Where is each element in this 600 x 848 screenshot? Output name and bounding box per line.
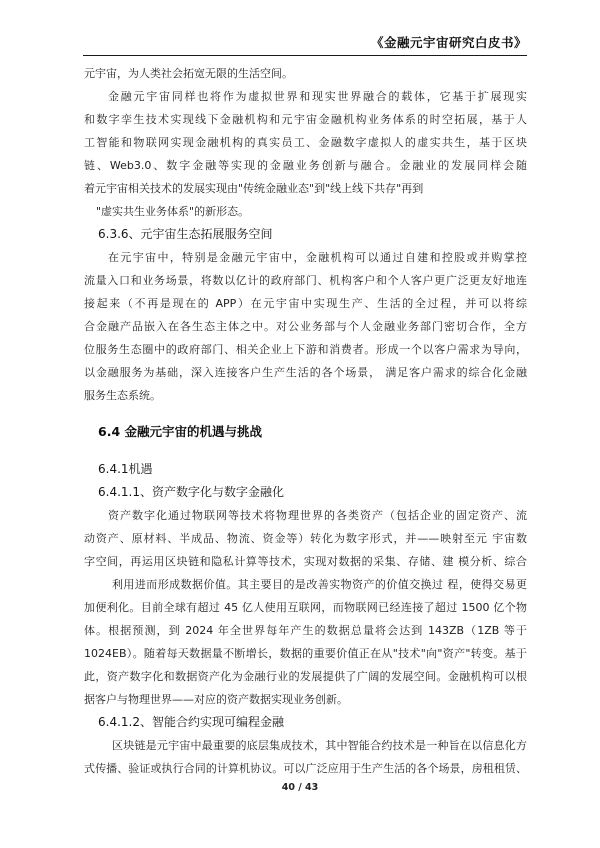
text-line: 此，资产数字化和数据资产化为金融行业的发展提供了广阔的发展空间。金融机构可以根 [84,670,527,683]
text-line: 以金融服务为基础，深入连接客户生产生活的各个场景， 满足客户需求的综合化金融 [84,366,527,379]
text-line: 着元宇宙相关技术的发展实现由"传统金融业态"到"线上线下共存"再到 [84,182,424,195]
document-body [84,62,527,780]
text-line: 和数字孪生技术实现线下金融机构和元宇宙金融机构业务体系的时空拓展，基于人 [84,113,527,126]
header-divider-line [83,55,527,56]
paragraph-spacer [84,407,527,420]
text-line: 合金融产品嵌入在各生态主体之中。对公业务部与个人金融业务部门密切合作，全方 [84,320,527,333]
text-line: 资产数字化通过物联网等技术将物理世界的各类资产（包括企业的固定资产、流 [108,509,527,522]
text-line: 字空间，再运用区块链和隐私计算等技术，实现对数据的采集、存储、建 模分析、综合 [84,555,527,568]
text-line: 利用进而形成数据价值。其主要目的是改善实物资产的价值交换过 程，使得交易更 [112,578,527,591]
text-line: 体。根据预测，到 2024 年全世界每年产生的数据总量将会达到 143ZB（1ZB 等于 [84,624,527,637]
text-line: 式传播、验证或执行合同的计算机协议。可以广泛应用于生产生活的各个场景，房租租赁、 [84,762,527,775]
page-number: 40 / 43 [281,782,319,793]
text-line: 流量入口和业务场景，将数以亿计的政府部门、机构客户和个人客户更广泛更友好地连 [84,274,527,287]
section-heading: 6.4 金融元宇宙的机遇与挑战 [98,424,262,439]
text-line: 区块链是元宇宙中最重要的底层集成技术，其中智能合约技术是一种旨在以信息化方 [112,739,527,752]
text-line: 服务生态系统。 [84,389,161,402]
section-heading: 6.3.6、元宇宙生态拓展服务空间 [98,227,273,241]
text-line: 1024EB）。随着每天数据量不断增长，数据的重要价值正在从"技术"向"资产"转变。基于 [84,647,527,660]
section-heading: 6.4.1.1、资产数字化与数字金融化 [98,485,284,499]
text-line: 据客户与物理世界——对应的资产数据实现业务创新。 [84,693,348,706]
text-line: 接起来（不再是现在的 APP）在元宇宙中实现生产、生活的全过程，并可以将综 [84,297,527,310]
text-line: 动资产、原材料、半成品、物流、资金等）转化为数字形式，并——映射至元 宇宙数 [84,532,527,545]
text-line: 工智能和物联网实现金融机构的真实员工、金融数字虚拟人的虚实共生，基于区块 [84,136,527,149]
text-line: 在元宇宙中，特别是金融元宇宙中，金融机构可以通过自建和控股或并购掌控 [108,251,527,264]
text-line: 元宇宙，为人类社会拓宽无限的生活空间。 [84,67,293,80]
paragraph-spacer [84,443,527,458]
section-heading: 6.4.1机遇 [98,462,153,476]
section-heading: 6.4.1.2、智能合约实现可编程金融 [98,715,284,729]
text-line: 加便利化。目前全球有超过 45 亿人使用互联网，而物联网已经连接了超过 1500 亿个物 [84,601,527,614]
running-header-title: 《金融元宇宙研究白皮书》 [370,35,527,50]
text-line: 链、Web3.0、数字金融等实现的金融业务创新与融合。金融业的发展同样会随 [84,159,527,172]
text-line: "虚实共生业务体系"的新形态。 [96,205,250,218]
text-line: 金融元宇宙同样也将作为虚拟世界和现实世界融合的载体，它基于扩展现实 [108,90,527,103]
text-line: 位服务生态圈中的政府部门、相关企业上下游和消费者。形成一个以客户需求为导向， [84,343,527,356]
